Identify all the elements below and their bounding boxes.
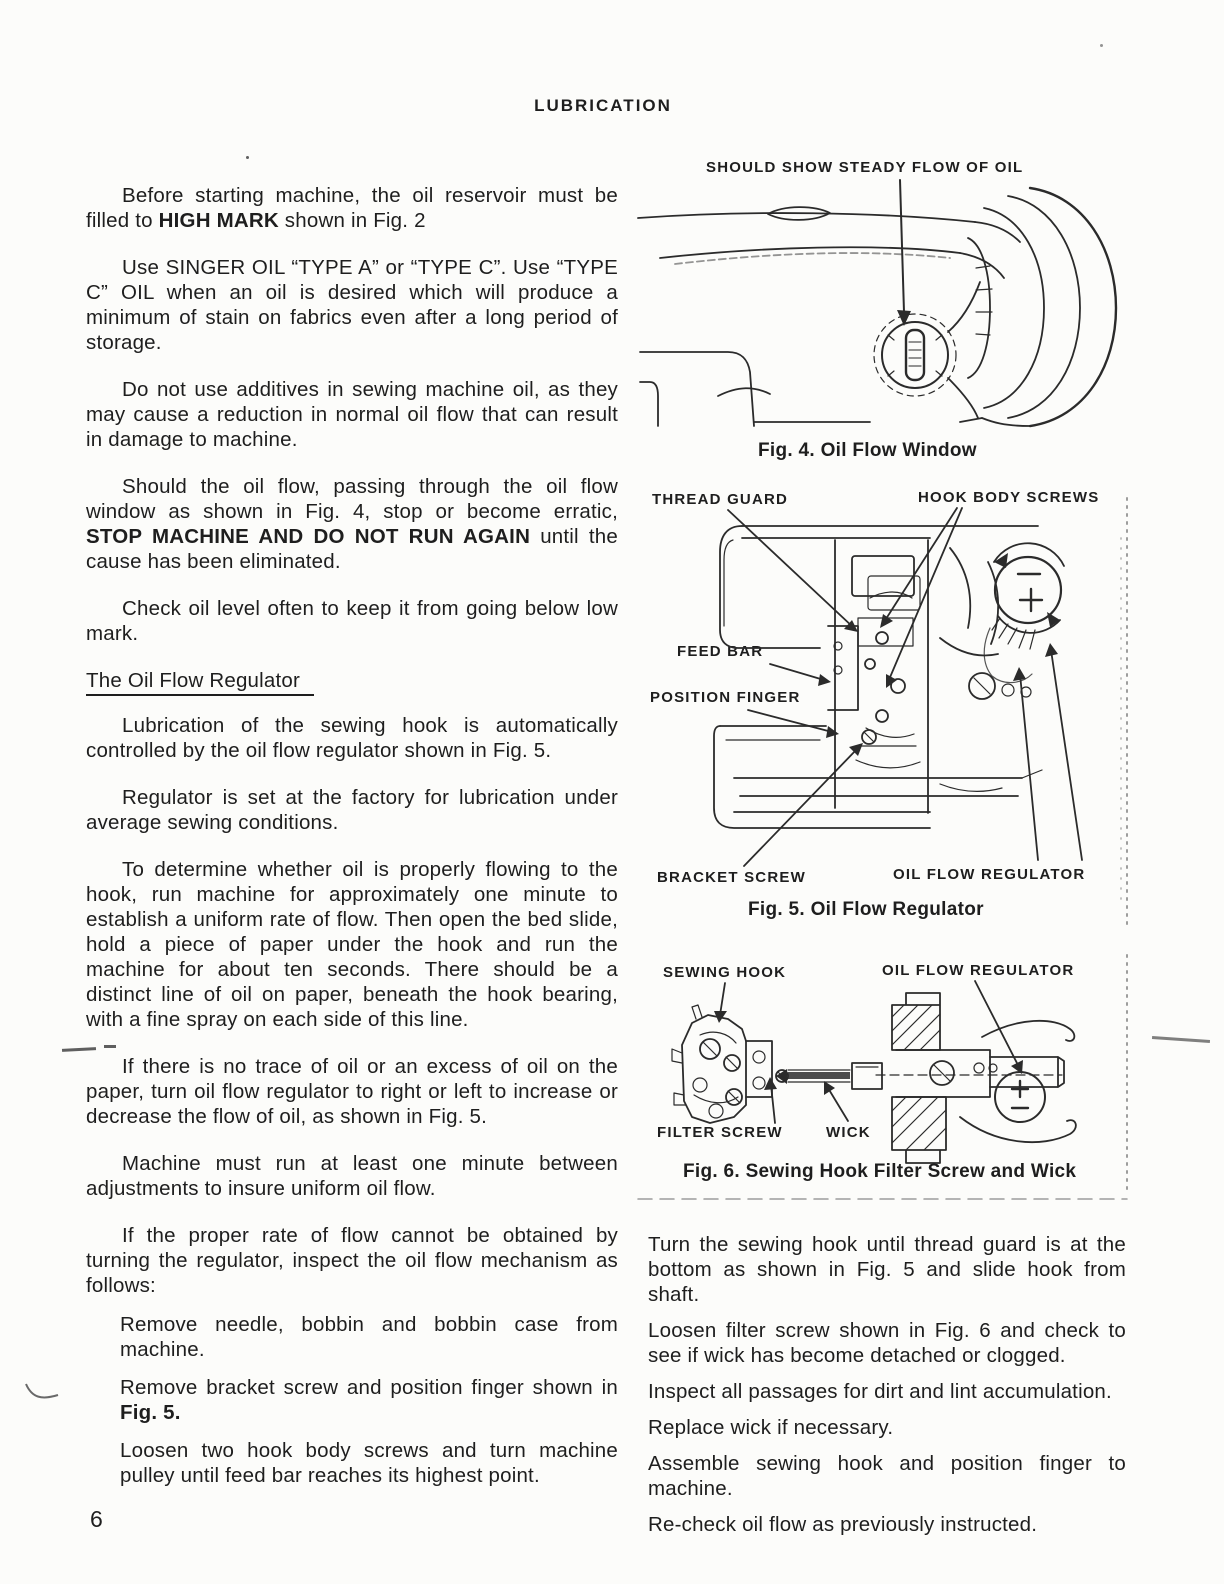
right-column [648,1232,1126,1548]
fig5-label-position-finger: POSITION FINGER [650,689,801,706]
figure-5-oil-flow-regulator [630,478,1135,940]
paragraph-turn-hook: Turn the sewing hook until thread guard is at the bottom as shown in Fig. 5 and slide hook from shaft. [648,1233,1126,1306]
scan-artifact [246,156,249,159]
fig5-caption: Fig. 5. Oil Flow Regulator [748,899,984,920]
section-heading [86,668,618,693]
paragraph-lubrication-hook: Lubrication of the sewing hook is automatically controlled by the oil flow regulator shown in Fig. 5. [86,714,618,762]
paragraph-text: shown in Fig. 2 [278,209,426,232]
step-loosen-screws: Loosen two hook body screws and turn machine pulley until feed bar reaches its highest point. [120,1439,618,1487]
paragraph-inspect-passages: Inspect all passages for dirt and lint accumulation. [648,1380,1112,1403]
paragraph-inspect: If the proper rate of flow cannot be obtained by turning the regulator, inspect the oil flow mechanism as follows: [86,1224,618,1297]
paragraph-factory-set: Regulator is set at the factory for lubrication under average sewing conditions. [86,786,618,834]
plus-icon [1012,1081,1028,1097]
leader-arrow [744,748,858,866]
paragraph-determine-flow: To determine whether oil is properly flowing to the hook, run machine for approximately one minute to establish a uniform rate of flow. Then open the bed slide, hold a piece of paper under the hook and run the machine for about ten seconds. There should be a distinct line of oil on paper, beneath the hook bearing, with a fine spray on each side of this line. [86,858,618,1031]
paragraph-oil-type: Use SINGER OIL “TYPE A” or “TYPE C”. Use “TYPE C” OIL when an oil is desired which will produce a minimum of stain on fabrics even after a long period of storage. [86,256,618,354]
scan-artifact [1100,44,1103,47]
paragraph-text: Should the oil flow, passing through the oil flow window as shown in Fig. 4, stop or become erratic, [86,475,618,523]
plus-icon [1020,589,1042,611]
fig6-label-oil-flow-regulator: OIL FLOW REGULATOR [882,962,1075,979]
fig6-caption: Fig. 6. Sewing Hook Filter Screw and Wick [683,1161,1077,1182]
leader-arrow [1020,674,1038,860]
fig5-label-thread-guard: THREAD GUARD [652,491,789,508]
section-heading-text: The Oil Flow Regulator [86,669,314,696]
fig4-drawing [638,180,1116,426]
scan-artifact [1152,1036,1210,1043]
leader-arrow [748,710,832,732]
fig5-drawing [714,498,1127,928]
fig5-label-hook-body-screws: HOOK BODY SCREWS [918,489,1100,506]
fig6-label-sewing-hook: SEWING HOOK [663,964,787,981]
fig5-label-bracket-screw: BRACKET SCREW [657,869,806,886]
leader-arrow [828,1088,848,1121]
paragraph-reservoir [86,183,618,233]
scan-artifact [24,1380,64,1406]
page-title: LUBRICATION [534,96,672,115]
leader-arrow [771,1085,775,1123]
paragraph-replace-wick: Replace wick if necessary. [648,1416,894,1439]
paragraph-loosen-filter: Loosen filter screw shown in Fig. 6 and check to see if wick has become detached or clogged. [648,1319,1126,1367]
paragraph-additives: Do not use additives in sewing machine oil, as they may cause a reduction in normal oil flow that can result in damage to machine. [86,378,618,451]
arrow-down-icon [900,180,904,312]
step-remove-bracket [120,1375,618,1425]
leader-arrow [888,508,962,682]
left-column [86,183,618,1488]
paragraph-recheck-flow: Re-check oil flow as previously instructed. [648,1513,1038,1536]
leader-arrow [770,664,824,680]
leader-arrow [1051,650,1082,860]
fig4-annotation: SHOULD SHOW STEADY FLOW OF OIL [706,159,1024,176]
fig4-caption: Fig. 4. Oil Flow Window [758,440,977,461]
paragraph-assemble-hook: Assemble sewing hook and position finger to machine. [648,1452,1126,1500]
step-remove-needle: Remove needle, bobbin and bobbin case from machine. [120,1313,618,1361]
paragraph-text: until the cause has been eliminated. [86,525,618,573]
paragraph-text: Before starting machine, the oil reservoir must be filled to [86,184,618,232]
fig6-label-filter-screw: FILTER SCREW [657,1124,783,1141]
leader-arrow [720,983,725,1015]
paragraph-check-level: Check oil level often to keep it from going below low mark. [86,597,618,645]
paragraph-text: Remove bracket screw and position finger shown in [120,1376,618,1399]
oil-window-slot [906,330,924,380]
bold-text: STOP MACHINE AND DO NOT RUN AGAIN [86,525,531,548]
page-number: 6 [90,1506,103,1532]
figure-4-oil-flow-window [630,150,1130,468]
figure-6-filter-screw-wick [630,945,1135,1207]
bold-text: HIGH MARK [158,209,279,232]
paragraph-no-trace: If there is no trace of oil or an excess of oil on the paper, turn oil flow regulator to right or left to increase or decrease the flow of oil, as shown in Fig. 5. [86,1055,618,1128]
paragraph-stop-machine [86,474,618,574]
scan-artifact [104,1045,116,1048]
fig5-label-feed-bar: FEED BAR [677,643,764,660]
fig6-label-wick: WICK [826,1124,871,1141]
fig5-label-oil-flow-regulator: OIL FLOW REGULATOR [893,866,1086,883]
bold-text: Fig. 5. [120,1401,181,1424]
paragraph-run-between: Machine must run at least one minute between adjustments to insure uniform oil flow. [86,1152,618,1200]
wick-rod [788,1072,850,1079]
